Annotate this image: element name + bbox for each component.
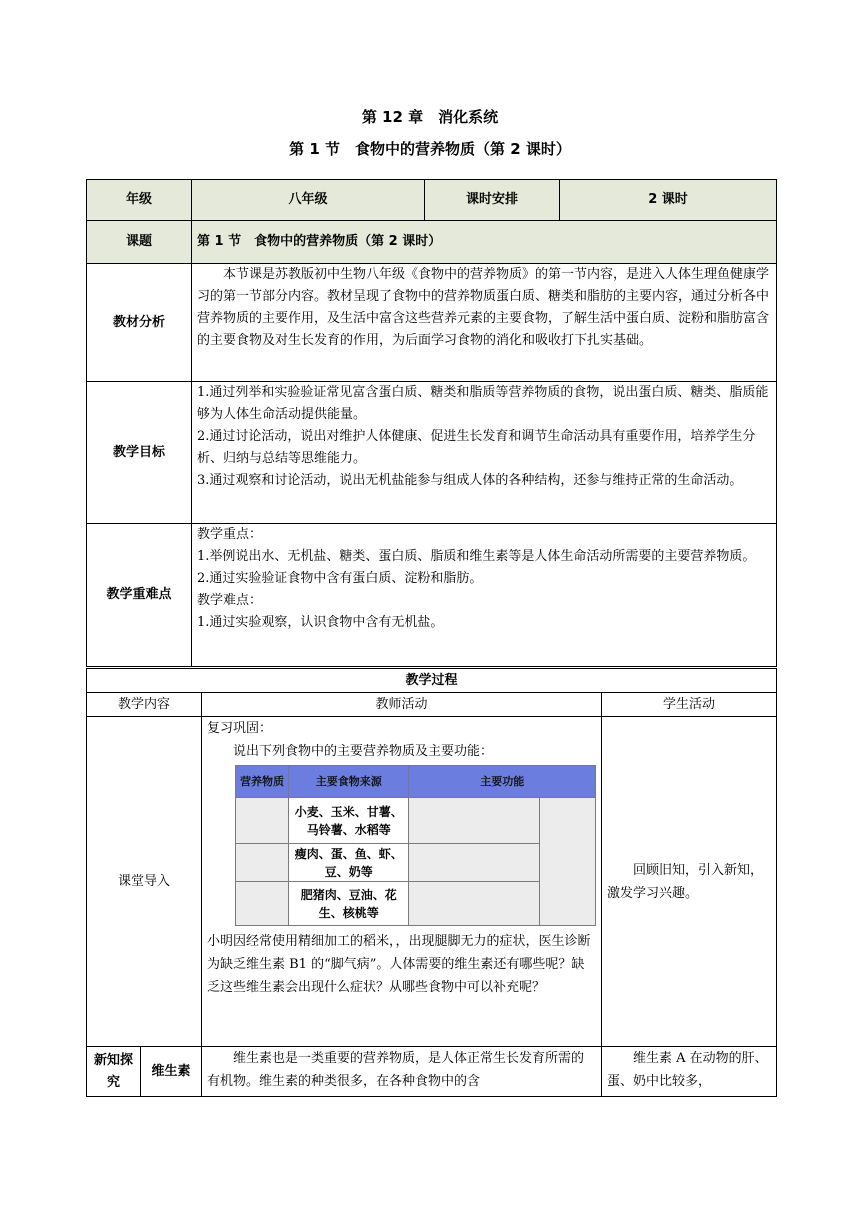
function-header: 主要功能 [409,766,596,798]
key-item: 2.通过实验验证食物中含有蛋白质、淀粉和脂肪。 [197,571,483,586]
food-source-cell: 瘦肉、蛋、鱼、虾、豆、奶等 [289,844,409,882]
col-student-header: 学生活动 [602,693,777,717]
grade-value: 八年级 [192,180,425,221]
intro-label: 课堂导入 [87,717,202,1047]
col-content-header: 教学内容 [87,693,202,717]
intro-text: 小明因经常使用精细加工的稻米，，出现腿脚无力的症状，医生诊断为缺乏维生素 B1 的“脚气病”。人体需要的维生素还有哪些呢？缺乏这些维生素会出现什么症状？从哪些食物中可以补充呢？ [207,934,591,995]
goal-item: 2.通过讨论活动，说出对维护人体健康、促进生长发育和调节生命活动具有重要作用，培养学生分析、归纳与总结等思维能力。 [197,429,756,466]
hours-value: 2 课时 [560,180,777,221]
process-title: 教学过程 [87,669,777,693]
lesson-info-table [86,179,777,667]
review-title: 复习巩固： [207,721,273,736]
goal-item: 1.通过列举和实验验证常见富含蛋白质、糖类和脂质等营养物质的食物，说出蛋白质、糖类、脂质能够为人体生命活动提供能量。 [197,385,769,422]
explore-label: 新知探究 [87,1047,141,1097]
food-source-header: 主要食物来源 [289,766,409,798]
nutrient-header: 营养物质 [236,766,289,798]
topic-label: 课题 [87,221,192,264]
vitamin-text: 维生素也是一类重要的营养物质，是人体正常生长发育所需的有机物。维生素的种类很多，在各种食物中的含 [207,1051,585,1089]
food-source-cell: 小麦、玉米、甘薯、马铃薯、水稻等 [289,798,409,844]
grade-label: 年级 [87,180,192,221]
vitamin-student-activity: 维生素 A 在动物的肝、蛋、奶中比较多， [607,1051,768,1089]
topic-value: 第 1 节 食物中的营养物质（第 2 课时） [192,221,777,264]
keypoints-label: 教学重难点 [87,524,192,667]
nutrient-table [235,765,596,926]
key-item: 1.举例说出水、无机盐、糖类、蛋白质、脂质和维生素等是人体生命活动所需要的主要营养物质。 [197,549,756,564]
col-teacher-header: 教师活动 [202,693,602,717]
analysis-label: 教材分析 [87,264,192,382]
food-source-cell: 肥猪肉、豆油、花生、核桃等 [289,882,409,926]
difficulty-title: 教学难点： [197,593,263,608]
key-title: 教学重点： [197,527,263,542]
goals-label: 教学目标 [87,382,192,524]
teaching-process-table [86,668,777,1097]
hours-label: 课时安排 [425,180,560,221]
difficulty-item: 1.通过实验观察，认识食物中含有无机盐。 [197,615,444,630]
chapter-title: 第 12 章 消化系统 [361,108,499,126]
intro-student-activity: 回顾旧知，引入新知，激发学习兴趣。 [607,862,764,901]
vitamin-label: 维生素 [141,1047,202,1097]
section-title: 第 1 节 食物中的营养物质（第 2 课时） [289,140,571,158]
review-prompt: 说出下列食物中的主要营养物质及主要功能： [233,744,494,759]
analysis-text: 本节课是苏教版初中生物八年级《食物中的营养物质》的第一节内容，是进入人体生理鱼健康学习的第一节部分内容。教材呈现了食物中的营养物质蛋白质、糖类和脂肪的主要内容，通过分析各中营养物质的主要作用，及生活中富含这些营养元素的主要食物，了解生活中蛋白质、淀粉和脂肪富含的主要食物及对生长发育的作用，为后面学习食物的消化和吸收打下扎实基础。 [197,267,770,348]
goal-item: 3.通过观察和讨论活动，说出无机盐能参与组成人体的各种结构，还参与维持正常的生命活动。 [197,473,743,488]
